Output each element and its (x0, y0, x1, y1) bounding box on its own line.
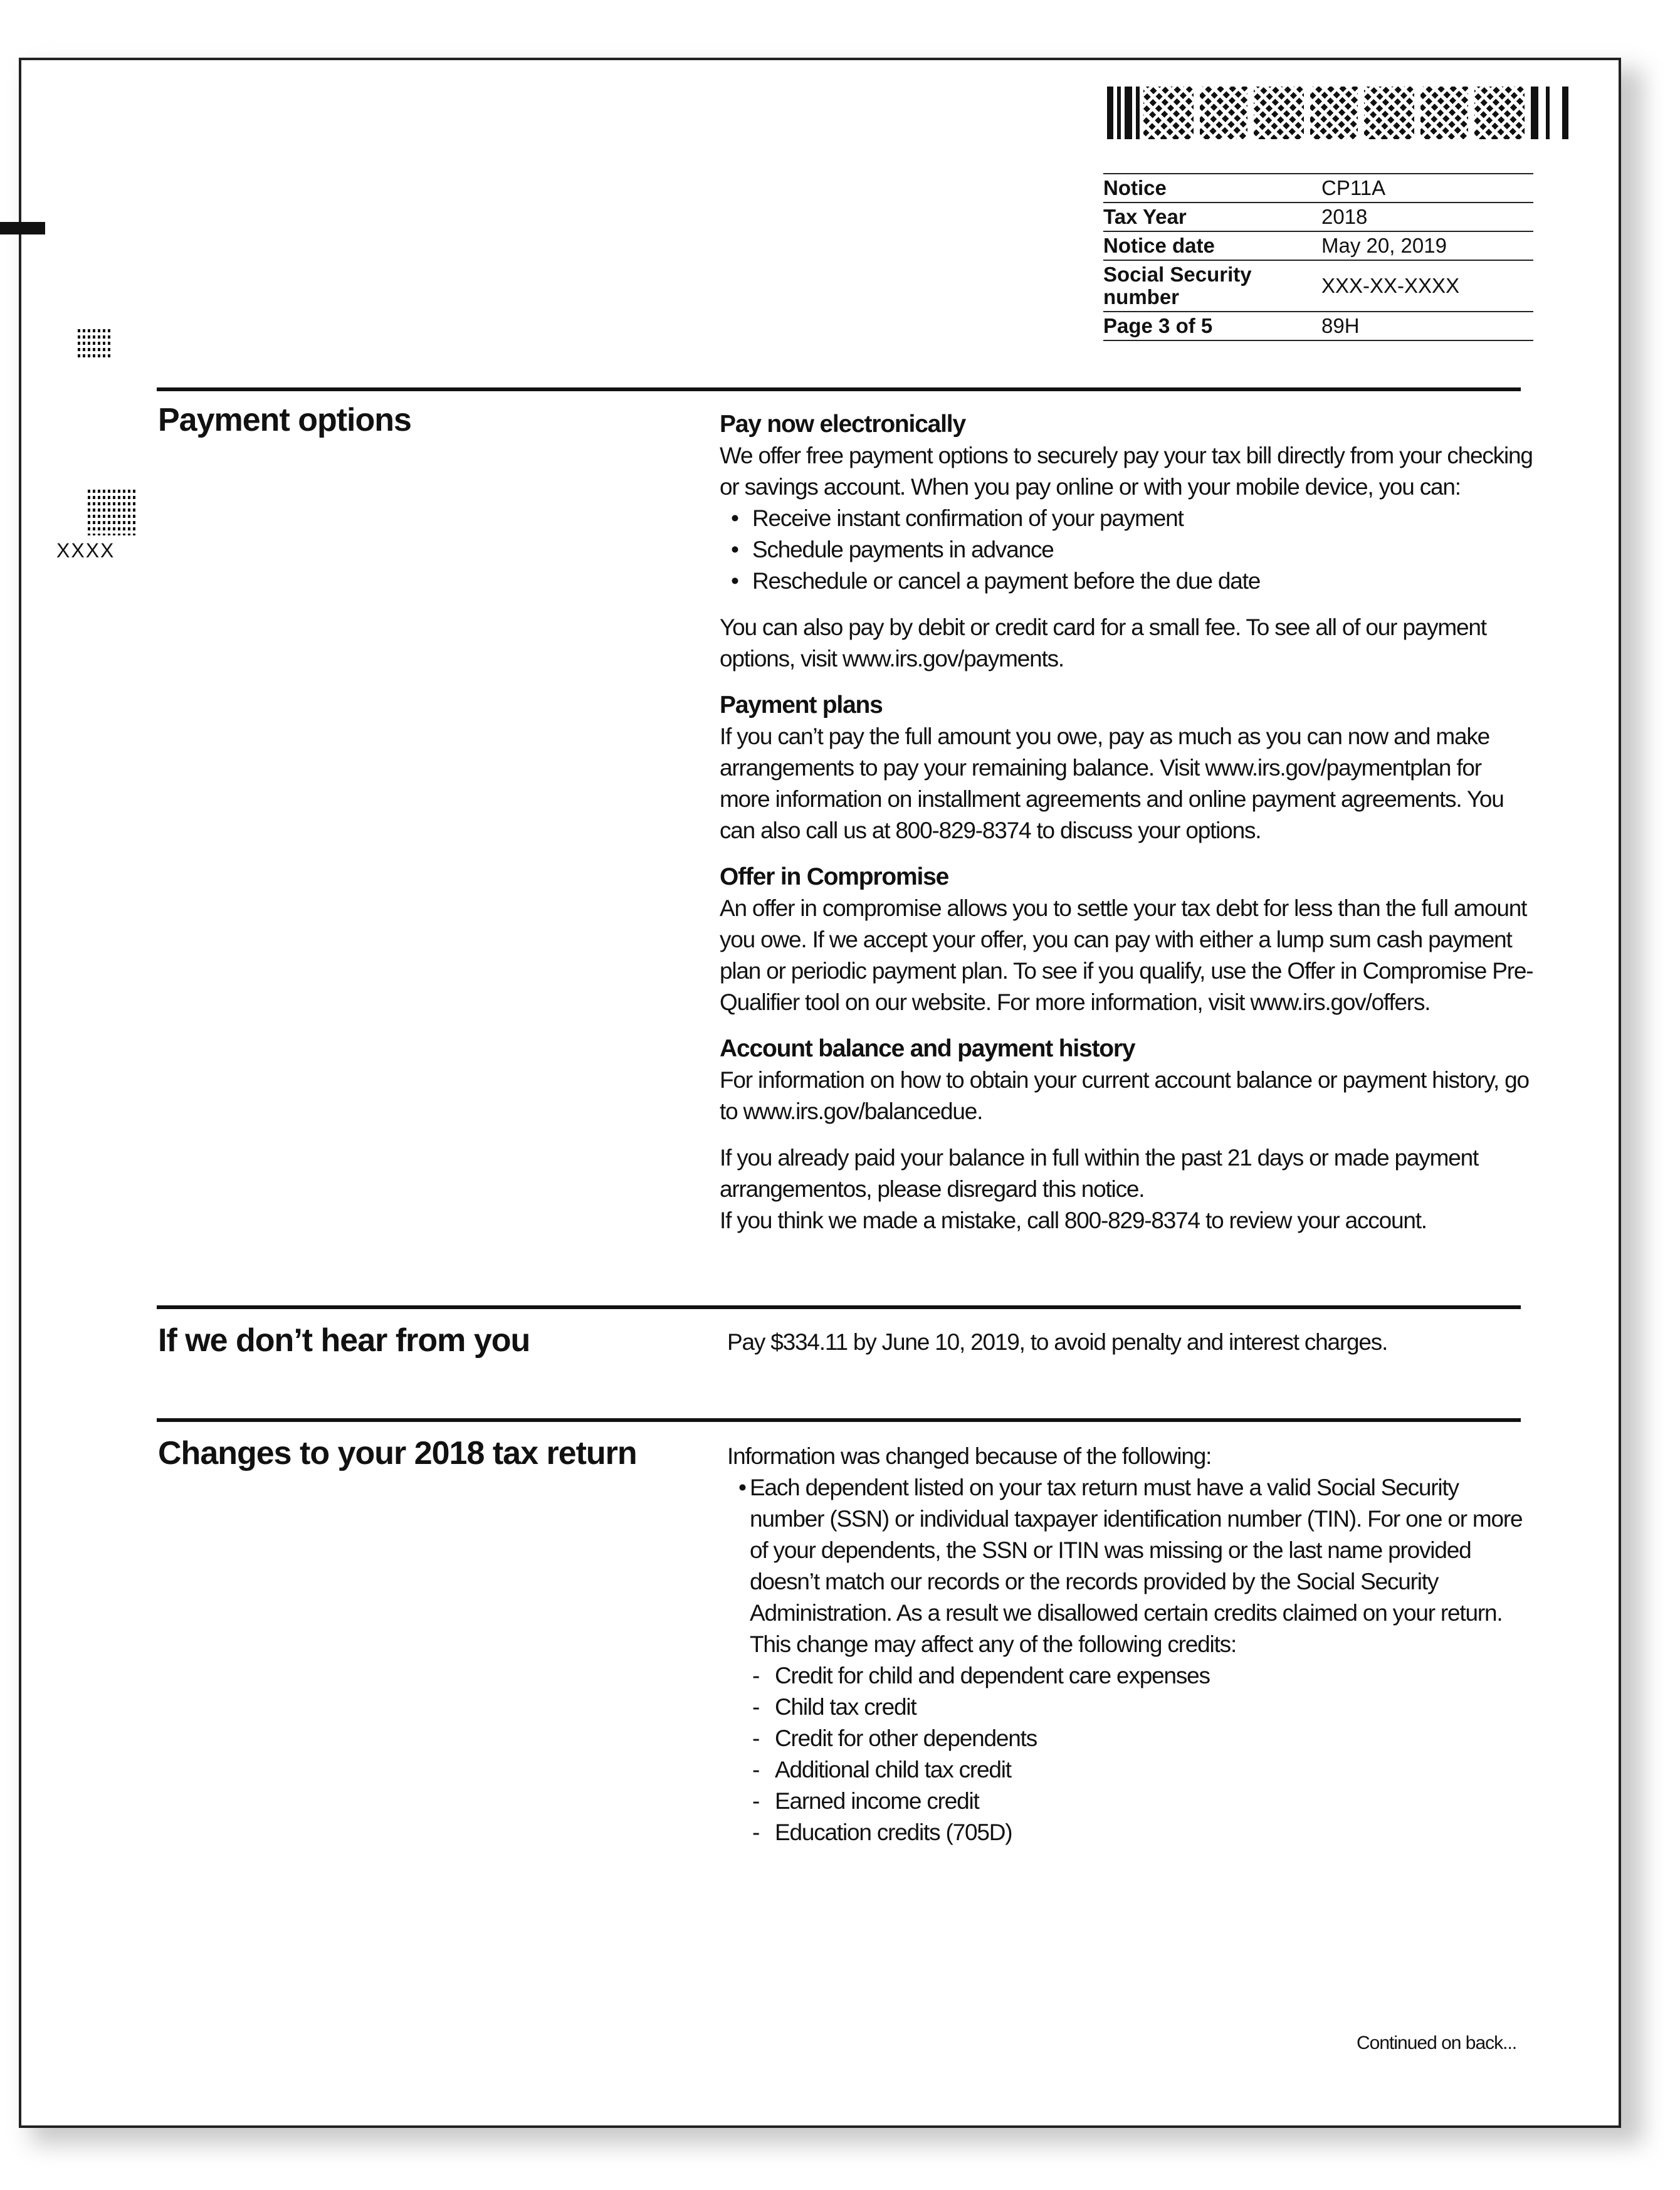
info-value: CP11A (1321, 174, 1533, 203)
continued-note: Continued on back... (1357, 2033, 1517, 2053)
info-label: Social Security number (1103, 260, 1321, 312)
section-title-changes: Changes to your 2018 tax return (158, 1435, 637, 1471)
offer-text: An offer in compromise allows you to settle your tax debt for less than the full amount you owe. If we accept your offer, you can pay with either a lump sum cash payment plan or periodic payment plan. To see if you qualify, use the Offer in Compromise Pre-Qualifier tool on our website. For more information, visit www.irs.gov/offers. (720, 895, 1533, 1015)
2d-barcode (88, 487, 137, 535)
credit-item: - Child tax credit (750, 1692, 1536, 1723)
changes-body (727, 1441, 1536, 1848)
notice-info-table (1103, 173, 1533, 341)
section-title-if-we-dont-hear: If we don’t hear from you (158, 1322, 530, 1359)
info-value: XXX-XX-XXXX (1321, 260, 1533, 312)
payment-plans-heading: Payment plans (720, 692, 883, 719)
info-row-page (1103, 312, 1533, 340)
changes-bullets (727, 1472, 1536, 1660)
credit-item: - Earned income credit (750, 1786, 1536, 1817)
info-label: Notice (1103, 174, 1321, 203)
list-item: • Schedule payments in advance (720, 534, 1535, 566)
margin-id-text: XXXX (56, 539, 115, 562)
balance-text: For information on how to obtain your current account balance or payment history, go to www.irs.gov/balancedue. (720, 1067, 1529, 1124)
changes-intro: Information was changed because of the following: (727, 1443, 1212, 1469)
info-value: May 20, 2019 (1321, 231, 1533, 260)
payment-plans-text: If you can’t pay the full amount you owe, pay as much as you can now and make arrangements to pay your remaining balance. Visit www.irs.gov/paymentplan for more information on installment agreements and online payment agreements. You can also call us at 800-829-8374 to discuss your options. (720, 724, 1504, 843)
credit-item: - Additional child tax credit (750, 1754, 1536, 1786)
info-value: 2018 (1321, 203, 1533, 231)
no-hear-text: Pay $334.11 by June 10, 2019, to avoid penalty and interest charges. (727, 1329, 1388, 1355)
list-item: • Receive instant confirmation of your payment (720, 503, 1535, 534)
credit-item: - Credit for child and dependent care expenses (750, 1660, 1536, 1692)
card-payment-text: You can also pay by debit or credit card for a small fee. To see all of our payment options, visit www.irs.gov/payments. (720, 614, 1486, 671)
info-row-tax-year (1103, 203, 1533, 231)
margin-tick-mark (0, 222, 45, 234)
section-rule (157, 1305, 1521, 1309)
pay-now-bullets (720, 503, 1535, 597)
pay-now-heading: Pay now electronically (720, 411, 965, 438)
payment-options-body (720, 409, 1535, 1236)
info-label: Notice date (1103, 231, 1321, 260)
info-row-ssn (1103, 260, 1533, 312)
already-paid-text: If you already paid your balance in full within the past 21 days or made payment arrangementos, please disregard this notice. (720, 1145, 1479, 1202)
balance-heading: Account balance and payment history (720, 1035, 1135, 1062)
section-rule (157, 1418, 1521, 1422)
mistake-text: If you think we made a mistake, call 800-829-8374 to review your account. (720, 1208, 1427, 1233)
no-hear-body (727, 1327, 1542, 1358)
credit-item: - Education credits (705D) (750, 1817, 1536, 1848)
section-rule (157, 387, 1521, 391)
credit-item: - Credit for other dependents (750, 1723, 1536, 1754)
barcode (1107, 87, 1590, 139)
small-2d-barcode (78, 326, 110, 359)
list-item: • Reschedule or cancel a payment before the due date (720, 566, 1535, 597)
section-title-payment-options: Payment options (158, 402, 411, 438)
info-label: Tax Year (1103, 203, 1321, 231)
info-row-notice-date (1103, 231, 1533, 260)
info-row-notice (1103, 174, 1533, 203)
info-label: Page 3 of 5 (1103, 312, 1321, 340)
offer-heading: Offer in Compromise (720, 863, 949, 890)
info-value: 89H (1321, 312, 1533, 340)
list-item: • Each dependent listed on your tax return must have a valid Social Security number (SSN) or individual taxpayer identification number (TIN). For one or more of your dependents, the SSN or ITIN was missing or the last name provided doesn’t match our records or the records provided by the Social Security Administration. As a result we disallowed certain credits claimed on your return. This change may affect any of the following credits: (727, 1472, 1536, 1660)
credits-list (750, 1660, 1536, 1848)
pay-now-text: We offer free payment options to securely pay your tax bill directly from your checking or savings account. When you pay online or with your mobile device, you can: (720, 443, 1533, 500)
